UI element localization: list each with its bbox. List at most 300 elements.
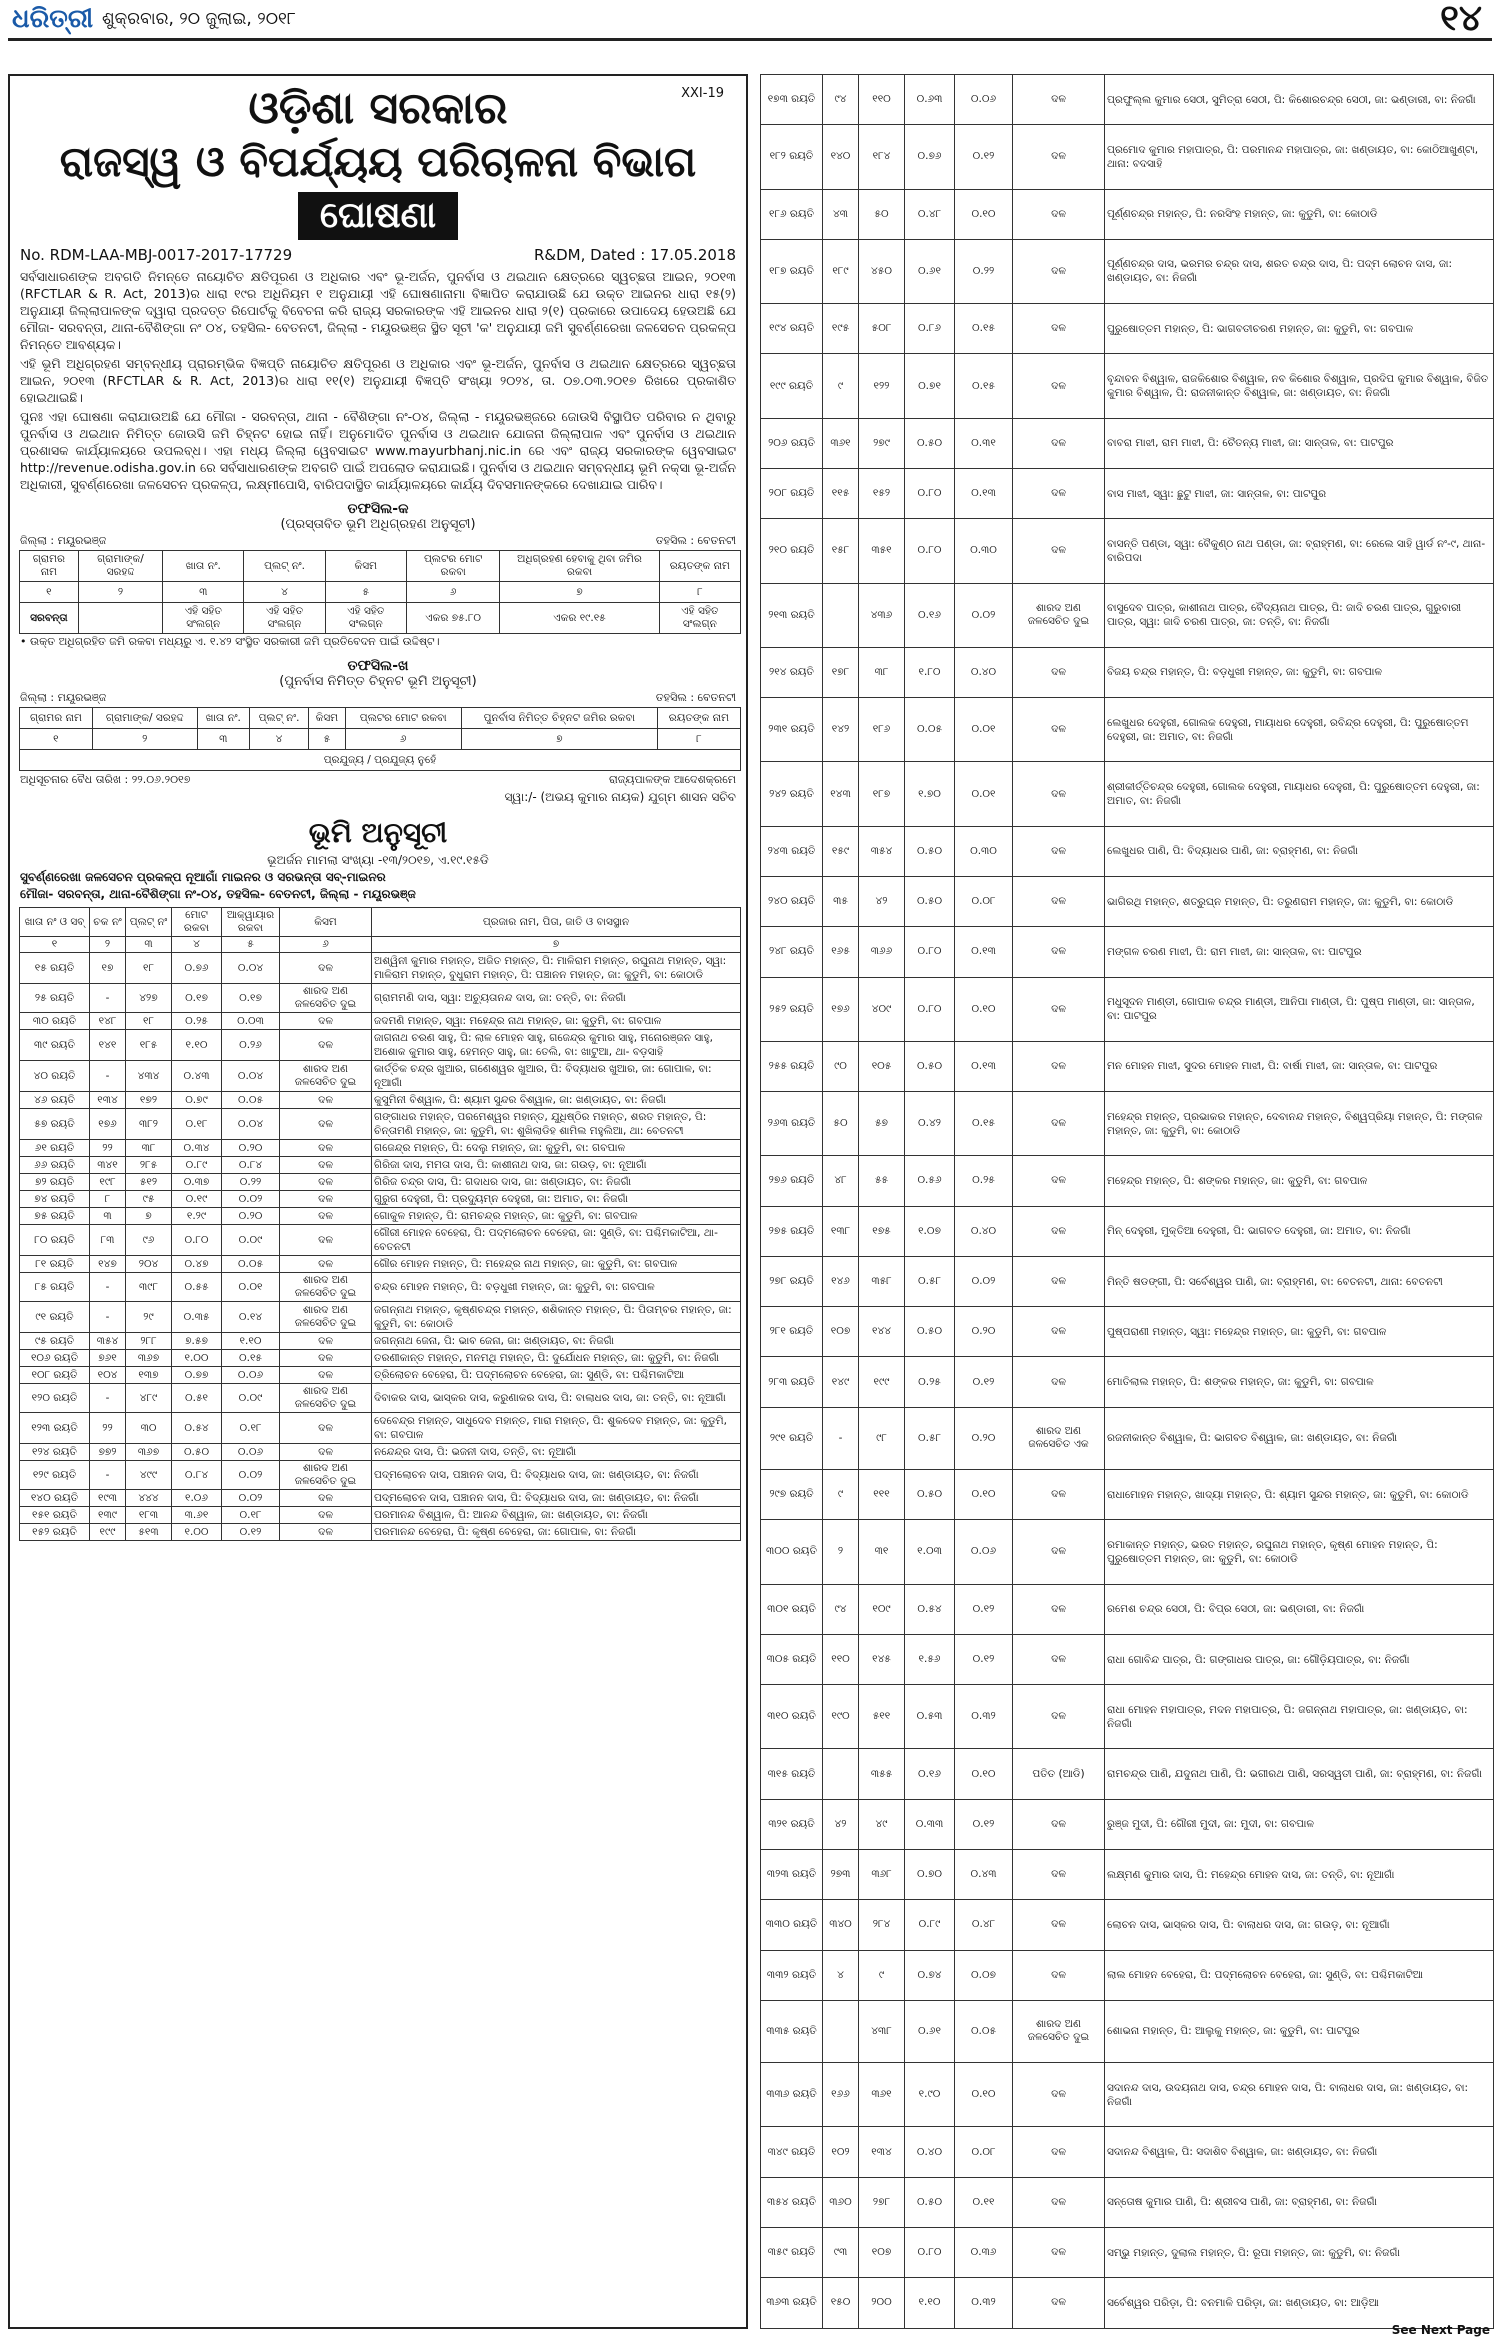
- table-row: [20, 1490, 741, 1507]
- table-cell: ଶାରଦ ଅଣ ଜଳସେଚିତ ଦୁଇ: [1013, 2000, 1105, 2062]
- table-cell: ୦.୨୨: [222, 1174, 280, 1191]
- table-cell: ୦.୫୮: [905, 1256, 955, 1306]
- notice-paragraph: ସର୍ବସାଧାରଣଙ୍କ ଅବଗତି ନିମନ୍ତେ ନାୟୋଚିତ କ୍ଷତିପୂରଣ ଓ ଅଧିକାର ଏବଂ ଭୂ-ଅର୍ଜନ, ପୁନର୍ବାସ ଓ ଥଇଥାନ କ୍ଷେତ୍ରରେ ସ୍ୱଚ୍ଛତା ଆଇନ, ୨୦୧୩ (RFCTLAR & R. Act, 2013)ର ଧାରା ୧୯ର ଅଧିନିୟମ ୧ ଅନୁଯାୟୀ ଏହି ଘୋଷଣାନାମା ବିଜ୍ଞାପିତ କରାଯାଉଛି ଯେ ଉକ୍ତ ଆଇନର ଧାରା ୧୫(୨) ଅନୁଯାୟୀ ଜିଲ୍ଲାପାଳଙ୍କ ଦ୍ୱାରା ପ୍ରଦତ୍ତ ରିପୋର୍ଟକୁ ବିବେଚନା କରି ରାଜ୍ୟ ସରକାରଙ୍କ ଏହି ଆଇନର ଧାରା ୨(୧) ପ୍ରକାରେ ଉପାଦେୟ ହେଉଅଛି ଯେ ମୌଜା- ସରବନ୍ତା, ଥାନା-ବୈଶିଙ୍ଗା ନଂ ୦୪, ତହସିଲ- ବେତନଟୀ, ଜିଲ୍ଲା - ମୟୂରଭଞ୍ଜ ସ୍ଥିତ ସୂଚୀ 'କ' ଅନୁଯାୟୀ ଜମି ସୁବର୍ଣ୍ଣରେଖା ଜଳସେଚନ ପ୍ରକଳ୍ପ ନିମନ୍ତେ ଆବଶ୍ୟକ।: [20, 269, 736, 352]
- table-cell: ୦.୩୭: [172, 1174, 222, 1191]
- table-cell: ୧୪୭: [90, 1256, 126, 1273]
- owner-details-cell: ଲାଲ ମୋହନ ବେହେରା, ପି: ପଦ୍ମଲୋଚନ ବେହେରା, ଜା: ସୁଣ୍ଡି, ବା: ପଶ୍ଚିମକାଟିଆ: [1105, 1950, 1494, 2000]
- column-number: ୭: [372, 937, 741, 953]
- table-cell: ଦଳ: [280, 1208, 372, 1225]
- table-cell: ୦.୧୫: [222, 1350, 280, 1367]
- owner-details-cell: ଲୋଚନ ଦାସ, ଭାସ୍କର ଦାସ, ପି: ବାଲାଧର ଦାସ, ଜା: ଗଉଡ଼, ବା: ନୂଆଗାଁ: [1105, 1900, 1494, 1950]
- table-cell: ଦଳ: [280, 1524, 372, 1541]
- table-cell: -: [90, 1461, 126, 1490]
- table-cell: [823, 583, 859, 647]
- table-cell: ୨୮୮: [126, 1333, 172, 1350]
- owner-details-cell: ଗଜେନ୍ଦ୍ର ମହାନ୍ତ, ପି: ଦେଲୁ ମହାନ୍ତ, ଜା: କୁଡୁମି, ବା: ଗବପାଳ: [372, 1140, 741, 1157]
- newspaper-logo: ଧରିତ୍ରୀ: [12, 3, 94, 34]
- table-cell: ୧୧୦: [823, 1634, 859, 1684]
- table-cell: ୩୩୫ ରୟତି: [761, 2000, 823, 2062]
- table-cell: ୨୧୪ ରୟତି: [761, 647, 823, 697]
- table-cell: ୧୩୯: [90, 1507, 126, 1524]
- table-cell: ୦.୮୪: [172, 1461, 222, 1490]
- table-cell: ୨୭୯: [859, 418, 905, 468]
- land-schedule-table-left: [19, 907, 741, 1541]
- table-cell: ୫୫: [859, 1156, 905, 1206]
- column-number: ୩: [163, 582, 244, 603]
- table-row: [20, 1384, 741, 1413]
- tehsil-label: ତହସିଲ : ବେତନଟୀ: [655, 691, 736, 704]
- table-cell: ୧୦୫: [859, 1041, 905, 1091]
- table-row: [20, 1191, 741, 1208]
- table-cell: ୨୪୮ ରୟତି: [761, 927, 823, 977]
- owner-details-cell: ସନ୍ତୋଷ କୁମାର ପାଣି, ପି: ଶ୍ରୀବସ ପାଣି, ଜା: ବ୍ରାହ୍ମଣ, ବା: ନିଜଗାଁ: [1105, 2177, 1494, 2227]
- table-cell: ୦.୦୯: [222, 1225, 280, 1256]
- table-cell: ଦଳ: [1013, 1041, 1105, 1091]
- table-row: [761, 2000, 1494, 2062]
- table-cell: ଦଳ: [1013, 1470, 1105, 1520]
- table-cell: ୩୯ ରୟତି: [20, 1030, 90, 1061]
- owner-details-cell: ଗଙ୍ଗାଧର ମହାନ୍ତ, ପରମେଶ୍ୱର ମହାନ୍ତ, ଯୁଧିଷ୍ଠିର ମହାନ୍ତ, ଶରତ ମହାନ୍ତ, ପି: ଚିନ୍ତାମଣି ମହାନ୍ତ, ଜା: କୁଡୁମି, ବା: ଶୁଖିଲାଡିହ ଶାମିଲ ମହୁଲିଆ, ଥା: ବେତନଟୀ: [372, 1109, 741, 1140]
- table-cell: ୧୩୮: [823, 1206, 859, 1256]
- table-cell: ୩୮: [126, 1140, 172, 1157]
- table-cell: ୯: [823, 354, 859, 418]
- table-cell: ୯୩: [823, 2227, 859, 2277]
- table-cell: ଦଳ: [1013, 1850, 1105, 1900]
- table-row: [761, 647, 1494, 697]
- table-row: [20, 1302, 741, 1333]
- table-row: [20, 1350, 741, 1367]
- table-cell: ୭୬୧: [90, 1350, 126, 1367]
- table-cell: ୦.୧୩: [955, 927, 1013, 977]
- table-cell: ୨୭୬ ରୟତି: [761, 1156, 823, 1206]
- table-header-cell: ରୟତଙ୍କ ନାମ: [659, 551, 740, 582]
- owner-details-cell: ପଦ୍ମଲୋଚନ ଦାସ, ପଞ୍ଚାନନ ଦାସ, ପି: ବିଦ୍ୟାଧର ଦାସ, ଜା: ଖଣ୍ଡାୟତ, ବା: ନିଜଗାଁ: [372, 1490, 741, 1507]
- table-cell: ଦଳ: [280, 1413, 372, 1444]
- table-cell: ୦.୦୯: [222, 1384, 280, 1413]
- table-cell: ୩୦ ରୟତି: [20, 1013, 90, 1030]
- table-cell: ୪୨: [859, 876, 905, 926]
- table-cell: ୪୯୯: [126, 1461, 172, 1490]
- table-cell: ୦.୫୩: [905, 1685, 955, 1749]
- table-cell: ୩୬୦: [823, 2177, 859, 2227]
- table-header-cell: ଖାତା ନଂ ଓ ସବ୍: [20, 908, 90, 937]
- owner-details-cell: ରମେଶ ଚନ୍ଦ୍ର ସେଠୀ, ପି: ବିପ୍ର ସେଠୀ, ଜା: ଭଣ୍ଡାରୀ, ବା: ନିଜଗାଁ: [1105, 1584, 1494, 1634]
- table-row: [761, 2227, 1494, 2277]
- table-cell: ୦.୧୦: [955, 2063, 1013, 2127]
- table-cell: ଦଳ: [280, 1109, 372, 1140]
- table-row: [761, 418, 1494, 468]
- table-cell: ୩୬୭: [126, 1350, 172, 1367]
- table-cell: ୦.୩୪: [172, 1140, 222, 1157]
- owner-details-cell: ମୋତିଲାଲ ମହାନ୍ତ, ପି: ଶଙ୍କର ମହାନ୍ତ, ଜା: କୁଡୁମି, ବା: ଗବପାଳ: [1105, 1357, 1494, 1407]
- table-cell: ୪୦୯: [859, 977, 905, 1041]
- table-cell: ୧୪୮: [90, 1013, 126, 1030]
- table-header-cell: ଖାତା ନଂ.: [197, 708, 249, 729]
- table-cell: ଶାରଦ ଅଣ ଜଳସେଚିତ ଦୁଇ: [280, 1302, 372, 1333]
- table-cell: ୧୩୪: [90, 1092, 126, 1109]
- table-cell: ଦଳ: [280, 1333, 372, 1350]
- schedule-ka-title: ତଫସିଲ-କ: [347, 501, 409, 517]
- table-cell: ୦.୩୧: [955, 418, 1013, 468]
- table-header-cell: ରୟତଙ୍କ ନାମ: [657, 708, 740, 729]
- table-cell: ୧୦୪: [90, 1367, 126, 1384]
- owner-details-cell: ମହେନ୍ଦ୍ର ମହାନ୍ତ, ପି: ଶଙ୍କର ମହାନ୍ତ, ଜା: କୁଡୁମି, ବା: ଗବପାଳ: [1105, 1156, 1494, 1206]
- table-cell: ଦଳ: [280, 953, 372, 984]
- government-notice: [8, 74, 748, 2329]
- table-cell: ୦.୧୦: [955, 1749, 1013, 1799]
- table-cell: ୧୨୯ ରୟତି: [20, 1461, 90, 1490]
- table-cell: ୦.୪୮: [955, 1900, 1013, 1950]
- table-cell: ୨୩୧ ରୟତି: [761, 698, 823, 762]
- table-cell: ୧୦୭: [859, 2227, 905, 2277]
- table-cell: ୦.୧୫: [955, 1092, 1013, 1156]
- signature-line: ସ୍ୱା:/- (ଅଭୟ କୁମାର ନାୟକ) ଯୁଗ୍ମ ଶାସନ ସଚିବ: [504, 790, 736, 804]
- table-cell: ୯୫ ରୟତି: [20, 1333, 90, 1350]
- column-number: ୨: [78, 582, 162, 603]
- owner-details-cell: ବାବରା ମାଝୀ, ରାମ ମାଝୀ, ପି: ଚୈତନ୍ୟ ମାଝୀ, ଜା: ସାନ୍ତାଳ, ବା: ପାଟପୁର: [1105, 418, 1494, 468]
- table-row: [761, 1634, 1494, 1684]
- table-cell: ୪୨୭: [126, 984, 172, 1013]
- table-cell: ଦଳ: [1013, 826, 1105, 876]
- owner-details-cell: ସର୍ବେଶ୍ୱର ପରିଡ଼ା, ପି: ବନମାଳି ପରିଡ଼ା, ଜା: ଖଣ୍ଡାୟତ, ବା: ଆଡ଼ିଆ: [1105, 2278, 1494, 2328]
- table-cell: ୦.୮୦: [905, 468, 955, 518]
- owner-details-cell: ପୁରୁଷୋତ୍ତମ ମହାନ୍ତ, ପି: ଭାଗବତୀଚରଣ ମହାନ୍ତ, ଜା: କୁଡୁମି, ବା: ଗବପାଳ: [1105, 304, 1494, 354]
- table-number-row: [20, 582, 741, 603]
- table-cell: ୦.୦୭: [955, 1950, 1013, 2000]
- table-cell: ୦.୦୧: [222, 1273, 280, 1302]
- table-row: [20, 1157, 741, 1174]
- table-cell: ୦.୧୬: [905, 583, 955, 647]
- table-cell: ୦.୦୬: [955, 75, 1013, 125]
- table-cell: ଦଳ: [280, 1013, 372, 1030]
- table-row: [761, 1950, 1494, 2000]
- table-cell: ଦଳ: [1013, 876, 1105, 926]
- table-cell: ଏକର ୭୫.୮୦: [406, 603, 499, 634]
- column-number: ୬: [345, 729, 461, 750]
- table-cell: ୨୮୪: [859, 1900, 905, 1950]
- table-cell: ୦.୭୬: [905, 125, 955, 189]
- table-cell: ୦.୨୦: [222, 1208, 280, 1225]
- table-cell: ୩୬୧: [859, 2063, 905, 2127]
- table-cell: ଦଳ: [1013, 418, 1105, 468]
- table-cell: ୧.୦୬: [172, 1490, 222, 1507]
- table-cell: ୧.୦୩: [905, 1520, 955, 1584]
- table-row: [761, 468, 1494, 518]
- table-header-cell: ପ୍ଲଟ୍ ନଂ.: [244, 551, 325, 582]
- issue-date: ଶୁକ୍ରବାର, ୨୦ ଜୁଲାଇ, ୨୦୧୮: [102, 9, 296, 29]
- table-cell: ୦.୧୨: [955, 1634, 1013, 1684]
- table-cell: ୧୮: [126, 1013, 172, 1030]
- owner-details-cell: ଦେବେନ୍ଦ୍ର ମହାନ୍ତ, ସାଧୁଦେବ ମହାନ୍ତ, ମାରା ମହାନ୍ତ, ପି: ଶୁକଦେବ ମହାନ୍ତ, ଜା: କୁଡୁମି, ବା: ଗବପାଳ: [372, 1413, 741, 1444]
- table-row: [761, 519, 1494, 583]
- table-cell: ପ୍ରଯୁଜ୍ୟ / ପ୍ରଯୁଜ୍ୟ ନୁହେଁ: [20, 750, 741, 771]
- table-cell: ୧୯୮: [90, 1174, 126, 1191]
- table-cell: ୧୪୪: [859, 1307, 905, 1357]
- table-cell: ଦଳ: [280, 1350, 372, 1367]
- table-cell: ୧୪୯: [823, 1357, 859, 1407]
- table-header-cell: ଅଧିଗ୍ରହଣ ହେବାକୁ ଥିବା ଜମିର ରକବା: [500, 551, 659, 582]
- table-cell: ୦.୪୮: [905, 189, 955, 239]
- owner-details-cell: ପରମାନନ୍ଦ ବିଶ୍ୱାଳ, ପି: ଆନନ୍ଦ ବିଶ୍ୱାଳ, ଜା: ଖଣ୍ଡାୟତ, ବା: ନିଜଗାଁ: [372, 1507, 741, 1524]
- table-cell: ୧୭୬: [823, 977, 859, 1041]
- table-cell: ଶାରଦ ଅଣ ଜଳସେଚିତ ଦୁଇ: [280, 1061, 372, 1092]
- table-row: [761, 239, 1494, 303]
- table-cell: ୦.୮୦: [172, 1225, 222, 1256]
- table-row: [20, 1367, 741, 1384]
- table-cell: ୫୭: [859, 1092, 905, 1156]
- table-cell: ୧.୭୦: [905, 762, 955, 826]
- table-row: [761, 1900, 1494, 1950]
- table-cell: ୨୮୩ ରୟତି: [761, 1357, 823, 1407]
- table-cell: ୩.୬୧: [172, 1507, 222, 1524]
- table-cell: ୪୯: [859, 1799, 905, 1849]
- table-cell: ୫୦: [859, 189, 905, 239]
- table-cell: ୧୪୩: [823, 762, 859, 826]
- reference-number: No. RDM-LAA-MBJ-0017-2017-17729: [20, 246, 293, 264]
- table-cell: ୦.୦୧: [955, 698, 1013, 762]
- owner-details-cell: ଗୌରୀ ମୋହନ ବେହେରା, ପି: ପଦ୍ମଲୋଚନ ବେହେରା, ଜା: ସୁଣ୍ଡି, ବା: ପଶ୍ଚିମକାଟିଆ, ଥା- ବେତନଟୀ: [372, 1225, 741, 1256]
- table-cell: ଦଳ: [280, 1157, 372, 1174]
- owner-details-cell: ଗୁରୁଗ ଦେହୁରୀ, ପି: ପ୍ରଦ୍ୟୁମ୍ନ ଦେହୁରୀ, ଜା: ଅମାତ, ବା: ନିଜଗାଁ: [372, 1191, 741, 1208]
- table-cell: ୨୫୫ ରୟତି: [761, 1041, 823, 1091]
- table-cell: ୨୦୮ ରୟତି: [761, 468, 823, 518]
- table-row: [761, 75, 1494, 125]
- table-cell: ୦.୫୧: [172, 1384, 222, 1413]
- table-cell: ୧୩୪: [859, 2127, 905, 2177]
- notice-title-department: ରାଜସ୍ୱ ଓ ବିପର୍ଯ୍ୟୟ ପରିଚାଳନା ବିଭାଗ: [59, 137, 697, 186]
- reference-line: [10, 240, 746, 266]
- table-cell: ୦.୫୦: [905, 1470, 955, 1520]
- table-cell: ୯୫: [126, 1191, 172, 1208]
- table-row: [761, 1584, 1494, 1634]
- table-cell: ଦଳ: [1013, 1685, 1105, 1749]
- table-cell: ଦଳ: [280, 1367, 372, 1384]
- table-cell: ୧୦୬ ରୟତି: [20, 1350, 90, 1367]
- table-header-cell: ମୋଟ ରକବା: [172, 908, 222, 937]
- table-cell: ୦.୦୫: [905, 698, 955, 762]
- table-cell: ୩୫୯ ରୟତି: [761, 2227, 823, 2277]
- table-cell: ୮୧ ରୟତି: [20, 1256, 90, 1273]
- table-cell: ଦଳ: [1013, 1206, 1105, 1256]
- owner-details-cell: ଲେଖୁଧର ପାଣି, ପି: ବିଦ୍ୟାଧର ପାଣି, ଜା: ବ୍ରାହ୍ମଣ, ବା: ନିଜଗାଁ: [1105, 826, 1494, 876]
- column-number: ୮: [659, 582, 740, 603]
- table-header-cell: ଗ୍ରାମର ନାମ: [20, 551, 79, 582]
- table-cell: ୦.୦୮: [955, 2127, 1013, 2177]
- table-row: [761, 2278, 1494, 2328]
- schedule-ka-table: [19, 550, 741, 634]
- table-cell: ୦.୭୬: [172, 953, 222, 984]
- table-cell: ଦଳ: [280, 1225, 372, 1256]
- table-cell: ୫୦: [823, 1092, 859, 1156]
- owner-details-cell: ବାସ ମାଝୀ, ସ୍ୱା: ଛୁଟୁ ମାଝୀ, ଜା: ସାନ୍ତାଳ, ବା: ପାଟପୁର: [1105, 468, 1494, 518]
- table-cell: [823, 2000, 859, 2062]
- owner-details-cell: ବିଜୟ ଚନ୍ଦ୍ର ମହାନ୍ତ, ପି: ବଡ଼ଧୁଖୀ ମହାନ୍ତ, ଜା: କୁଡୁମି, ବା: ଗବପାଳ: [1105, 647, 1494, 697]
- table-cell: ୨୮୧ ରୟତି: [761, 1307, 823, 1357]
- table-cell: ୧୭୫: [859, 1206, 905, 1256]
- table-cell: ୨୮୫: [126, 1157, 172, 1174]
- owner-details-cell: ମିନ୍ତି ଷଡଙ୍ଗୀ, ପି: ସର୍ବେଶ୍ୱର ପାଣି, ଜା: ବ୍ରାହ୍ମଣ, ବା: ବେତନଟୀ, ଥାନା: ବେତନଟୀ: [1105, 1256, 1494, 1306]
- table-cell: ଶାରଦ ଅଣ ଜଳସେଚିତ ଦୁଇ: [280, 984, 372, 1013]
- table-header-cell: ପୁନର୍ବାସ ନିମିତ୍ତ ଚିହ୍ନଟ ଜମିର ରକବା: [461, 708, 657, 729]
- table-cell: ସରବନ୍ତା: [20, 603, 79, 634]
- table-header-cell: କିସମ: [325, 551, 406, 582]
- table-cell: ୩୩୦ ରୟତି: [761, 1900, 823, 1950]
- table-cell: ୦.୮୦: [905, 519, 955, 583]
- table-cell: ୪୫୦: [859, 239, 905, 303]
- table-cell: ୧୮୬: [859, 698, 905, 762]
- table-cell: ୧୯୯: [90, 1524, 126, 1541]
- table-cell: ୧୭୨: [126, 1092, 172, 1109]
- tehsil-label: ତହସିଲ : ବେତନଟୀ: [655, 534, 736, 547]
- table-cell: ୦.୫୪: [905, 1584, 955, 1634]
- table-row: [761, 1520, 1494, 1584]
- schedule-meta: [10, 689, 746, 707]
- schedule-ka-note: • ଉକ୍ତ ଅଧିଗ୍ରହିତ ଜମି ରକବା ମଧ୍ୟରୁ ଏ. ୧.୪୨ ସଂସ୍ଥିତ ସରକାରୀ ଜମି ପ୍ରତିବେଦନ ପାଇଁ ଉଦ୍ଦିଷ୍ଟ।: [20, 635, 440, 648]
- table-cell: ଶାରଦ ଅଣ ଜଳସେଚିତ ଦୁଇ: [280, 1384, 372, 1413]
- table-cell: ୩୮୨: [126, 1109, 172, 1140]
- table-cell: ୧୮୭ ରୟତି: [761, 239, 823, 303]
- table-cell: ୨୦୪: [126, 1256, 172, 1273]
- table-row: [761, 2063, 1494, 2127]
- owner-details-cell: କୁସୁମିନୀ ବିଶ୍ୱାଳ, ପି: ଶ୍ୟାମ ସୁନ୍ଦର ବିଶ୍ୱାଳ, ଜା: ଖଣ୍ଡାୟତ, ବା: ନିଜଗାଁ: [372, 1092, 741, 1109]
- table-cell: ଦଳ: [280, 1507, 372, 1524]
- table-cell: ୦.୧୮: [222, 1413, 280, 1444]
- table-cell: ୮୩: [90, 1225, 126, 1256]
- table-cell: ୧୨୦ ରୟତି: [20, 1384, 90, 1413]
- table-cell: ୦.୬୧: [905, 2000, 955, 2062]
- table-cell: ୯୮: [859, 1407, 905, 1469]
- table-cell: ୩୬୩ ରୟତି: [761, 2278, 823, 2328]
- column-number: ୬: [406, 582, 499, 603]
- owner-details-cell: ଚନ୍ଦ୍ର ମୋହନ ମହାନ୍ତ, ପି: ବଡ଼ଧୁଖୀ ମହାନ୍ତ, ଜା: କୁଡୁମି, ବା: ଗବପାଳ: [372, 1273, 741, 1302]
- owner-details-cell: ପୁଷ୍ପରାଣୀ ମହାନ୍ତ, ସ୍ୱା: ମହେନ୍ଦ୍ର ମହାନ୍ତ, ଜା: କୁଡୁମି, ବା: ଗବପାଳ: [1105, 1307, 1494, 1357]
- table-cell: ୧୯୦: [823, 1685, 859, 1749]
- table-cell: ୧୯୯: [859, 1357, 905, 1407]
- table-cell: ୦.୦୫: [222, 1092, 280, 1109]
- table-cell: ୧.୯୦: [905, 2063, 955, 2127]
- table-cell: ୨୪୨ ରୟତି: [761, 762, 823, 826]
- table-cell: ୪୩୪: [126, 1061, 172, 1092]
- table-cell: ୦.୪୦: [955, 647, 1013, 697]
- owner-details-cell: ମିନ୍ ଦେହୁରୀ, ମୁକ୍ତିଆ ଦେହୁରୀ, ପି: ଭାଗବତ ଦେହୁରୀ, ଜା: ଅମାତ, ବା: ନିଜଗାଁ: [1105, 1206, 1494, 1256]
- table-cell: ୧୦୯: [859, 1584, 905, 1634]
- table-cell: ୦.୦୫: [955, 2000, 1013, 2062]
- table-cell: ୩୫୪: [859, 826, 905, 876]
- table-cell: ୬୬ ରୟତି: [20, 1157, 90, 1174]
- table-cell: ୨୭୩: [823, 1850, 859, 1900]
- table-row: [761, 977, 1494, 1041]
- table-cell: ୦.୧୩: [955, 1041, 1013, 1091]
- column-number: ୫: [222, 937, 280, 953]
- owner-details-cell: ରୁଞ୍ଜ ମୁଦୀ, ପି: ଗୌରୀ ମୁଦୀ, ଜା: ମୁଦୀ, ବା: ଗବପାଳ: [1105, 1799, 1494, 1849]
- table-header-cell: ପ୍ରଜାର ନାମ, ପିତା, ଜାତି ଓ ବାସସ୍ଥାନ: [372, 908, 741, 937]
- table-cell: ୩: [90, 1208, 126, 1225]
- table-cell: ୨୯୭ ରୟତି: [761, 1470, 823, 1520]
- table-cell: ୦.୧୨: [222, 1524, 280, 1541]
- table-row: [761, 1041, 1494, 1091]
- table-row: [761, 1407, 1494, 1469]
- table-row: [20, 1140, 741, 1157]
- table-cell: ୦.୩୦: [955, 826, 1013, 876]
- column-number: ୪: [244, 582, 325, 603]
- owner-details-cell: ଶ୍ରୀକୀର୍ତ୍ତିଚନ୍ଦ୍ର ଦେହୁରୀ, ଗୋଲକ ଦେହୁରୀ, ମାୟାଧର ଦେହୁରୀ, ପି: ପୁରୁଷୋତ୍ତମ ଦେହୁରୀ, ଜା: ଅମାତ, ବା: ନିଜଗାଁ: [1105, 762, 1494, 826]
- owner-details-cell: ମଧୁସୂଦନ ମାଣ୍ଡୀ, ଗୋପାଳ ଚନ୍ଦ୍ର ମାଣ୍ଡୀ, ଆନିପା ମାଣ୍ଡୀ, ପି: ପୁଷ୍ପ ମାଣ୍ଡୀ, ଜା: ସାନ୍ତାଳ, ବା: ପାଟପୁର: [1105, 977, 1494, 1041]
- table-cell: ୦.୧୫: [955, 354, 1013, 418]
- table-cell: ୦.୨୦: [222, 1140, 280, 1157]
- table-cell: ୦.୦୬: [955, 1520, 1013, 1584]
- table-cell: ୦.୩୩: [905, 1799, 955, 1849]
- table-cell: ୧୩୭: [126, 1367, 172, 1384]
- table-cell: ୯: [823, 1470, 859, 1520]
- table-cell: ୧୦୭: [823, 1307, 859, 1357]
- table-cell: ୮: [90, 1191, 126, 1208]
- owner-details-cell: ପୂର୍ଣ୍ଣଚନ୍ଦ୍ର ମହାନ୍ତ, ପି: ନରସିଂହ ମହାନ୍ତ, ଜା: କୁଡୁମି, ବା: କୋଠାଡି: [1105, 189, 1494, 239]
- table-cell: ୩୫୧: [859, 519, 905, 583]
- table-row: [761, 1256, 1494, 1306]
- table-cell: ୧୧୧: [859, 1470, 905, 1520]
- table-row: [20, 1109, 741, 1140]
- table-cell: ୨୭୫ ରୟତି: [761, 1206, 823, 1256]
- table-cell: ୦.୫୫: [172, 1273, 222, 1302]
- table-cell: ୧୯୫: [823, 304, 859, 354]
- table-cell: ୩୨୧ ରୟତି: [761, 1799, 823, 1849]
- table-cell: ୩୧: [859, 1520, 905, 1584]
- owner-details-cell: ପୂର୍ଣ୍ଣଚନ୍ଦ୍ର ଦାସ, ଭରମର ଚନ୍ଦ୍ର ଦାସ, ଶରତ ଚନ୍ଦ୍ର ଦାସ, ପି: ପଦ୍ମ ଲୋଚନ ଦାସ, ଜା: ଖଣ୍ଡାୟତ, ବା: ନିଜଗାଁ: [1105, 239, 1494, 303]
- table-cell: ୨୭୮: [859, 2177, 905, 2227]
- table-header-cell: ପ୍ଲଟ୍ ନଂ: [126, 908, 172, 937]
- owner-details-cell: ରାଧା ମୋହନ ମହାପାତ୍ର, ମଦନ ମହାପାତ୍ର, ପି: ଜଗନ୍ନାଥ ମହାପାତ୍ର, ଜା: ଖଣ୍ଡାୟତ, ବା: ନିଜଗାଁ: [1105, 1685, 1494, 1749]
- table-row: [761, 1357, 1494, 1407]
- owner-details-cell: ମହେନ୍ଦ୍ର ମହାନ୍ତ, ପ୍ରଭାକର ମହାନ୍ତ, ଦେବାନନ୍ଦ ମହାନ୍ତ, ବିଶ୍ୱପ୍ରିୟା ମହାନ୍ତ, ପି: ମଙ୍ଗଳ ମହାନ୍ତ, ଜା: କୁଡୁମି, ବା: କୋଠାଡି: [1105, 1092, 1494, 1156]
- table-row: [761, 1685, 1494, 1749]
- table-cell: ଦଳ: [1013, 75, 1105, 125]
- table-cell: ୦.୨୫: [905, 1357, 955, 1407]
- table-cell: ୯୬: [126, 1225, 172, 1256]
- table-cell: ଶାରଦ ଅଣ ଜଳସେଚିତ ଦୁଇ: [280, 1461, 372, 1490]
- table-row: [761, 354, 1494, 418]
- table-row: [761, 1206, 1494, 1256]
- table-cell: ୦.୧୮: [172, 1109, 222, 1140]
- table-cell: ୩୬୬: [859, 927, 905, 977]
- table-row: [20, 953, 741, 984]
- column-number: ୭: [500, 582, 659, 603]
- owner-details-cell: ତରଣୀକାନ୍ତ ମହାନ୍ତ, ମନମଥି ମହାନ୍ତ, ପି: ଦୁର୍ଯୋଧନ ମହାନ୍ତ, ଜା: କୁଡୁମି, ବା: ନିଜଗାଁ: [372, 1350, 741, 1367]
- table-cell: ୪୩: [823, 189, 859, 239]
- table-cell: ୭: [126, 1208, 172, 1225]
- table-cell: ୩୫୪ ରୟତି: [761, 2177, 823, 2227]
- table-header-cell: ପ୍ଲଟର ମୋଟ ରକବା: [406, 551, 499, 582]
- table-cell: ୭୭୨: [90, 1444, 126, 1461]
- table-cell: ୧୫୮: [823, 519, 859, 583]
- by-order: ରାଜ୍ୟପାଳଙ୍କ ଆଦେଶକ୍ରମେ: [609, 773, 736, 786]
- table-cell: ୯: [859, 1950, 905, 2000]
- table-cell: ୧୬୫: [823, 927, 859, 977]
- table-cell: ୧୪୬: [823, 1256, 859, 1306]
- owner-details-cell: ମନ ମୋହନ ମାଝୀ, ସୁଦର ମୋହନ ମାଝୀ, ପି: ବାର୍ଷା ମାଝୀ, ଜା: ସାନ୍ତାଳ, ବା: ପାଟପୁର: [1105, 1041, 1494, 1091]
- table-cell: ୦.୧୮: [222, 1507, 280, 1524]
- table-cell: ୧୨୪ ରୟତି: [20, 1444, 90, 1461]
- table-cell: ୦.୧୭: [172, 984, 222, 1013]
- table-cell: -: [90, 1302, 126, 1333]
- table-row: [761, 826, 1494, 876]
- table-cell: ଦଳ: [1013, 2063, 1105, 2127]
- table-cell: ଦଳ: [1013, 1156, 1105, 1206]
- table-row: [20, 603, 741, 634]
- land-schedule-title: ଭୂମି ଅନୁସୂଚୀ: [308, 816, 448, 849]
- owner-details-cell: ଜାଗନାଥ ଚରଣ ସାହୁ, ପି: ଲାଳ ମୋହନ ସାହୁ, ଗଜେନ୍ଦ୍ର କୁମାର ସାହୁ, ମନୋରଞ୍ଜନ ସାହୁ, ଅଶୋକ କୁମାର ସାହୁ, ହେମନ୍ତ ସାହୁ, ଜା: ତେଲି, ବା: ଖାଟୁଆ, ଥା- ବଡ଼ସାହି: [372, 1030, 741, 1061]
- table-cell: ୦.୦୨: [222, 1461, 280, 1490]
- table-cell: ୧.୦୦: [172, 1350, 222, 1367]
